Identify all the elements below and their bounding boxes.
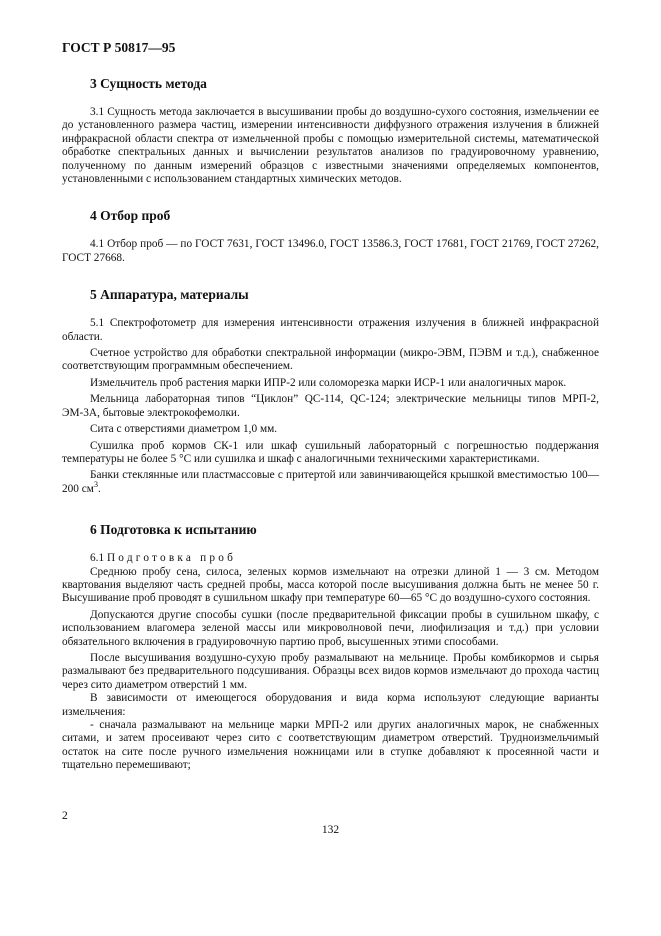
document-page — [62, 40, 599, 795]
section-6-paragraph-5: - сначала размалывают на мельнице марки МРП-2 или других аналогичных марок, не снабженных ситами, и затем просеивают через сито с соответствующим диаметром отверстий. Трудноизмельчимый остаток на сите после ручного измельчения ножницами или в ступке добавляют к просеянной части и тщательно перемешивают; — [62, 719, 599, 772]
section-5-paragraph-3: Измельчитель проб растения марки ИПР-2 или соломорезка марки ИСР-1 или аналогичных марок. — [90, 376, 567, 389]
section-5-paragraph-4: Мельница лабораторная типов “Циклон” QC-114, QC-124; электрические мельницы типов МРП-2, ЭМ-3А, бытовые электрокофемолки. — [62, 393, 599, 419]
subsection-6-1-number: 6.1 — [90, 552, 105, 565]
section-6-paragraph-1: Среднюю пробу сена, силоса, зеленых кормов измельчают на отрезки длиной 1 — 3 см. Методом квартования выделяют часть средней пробы, масса которой после высушивания должна быть не менее 50 г. Высушивание проб проводят в сушильном шкафу при температуре 60—65 °С до воздушно-сухого состояния. — [62, 565, 599, 605]
document-header: ГОСТ Р 50817—95 — [62, 40, 176, 55]
section-3-paragraph-1: 3.1 Сущность метода заключается в высушивании пробы до воздушно-сухого состояния, измельчении ее до установленного размера частиц, измерении интенсивности диффузного отражения излучения в ближней инфракрасной области спектра от измельченной пробы с помощью измерительной системы, математической обработке спектральных данных и вычислении результатов анализов по градуировочному уравнению, полученному по данным измерений образцов с известными значениями определяемых компонентов, установленными с использованием стандартных химических методов. — [62, 106, 599, 186]
section-3-title: 3 Сущность метода — [90, 76, 207, 91]
page-number-center: 132 — [321, 824, 340, 836]
section-4-title: 4 Отбор проб — [90, 208, 171, 224]
section-6-title: 6 Подготовка к испытанию — [90, 522, 257, 538]
section-6-paragraph-4: В зависимости от имеющегося оборудования и вида корма используют следующие варианты измельчения: — [62, 692, 599, 718]
section-5-paragraph-2: Счетное устройство для обработки спектральной информации (микро-ЭВМ, ПЭВМ и т.д.), снабженное соответствующим программным обеспечением. — [62, 347, 599, 373]
section-6-paragraph-2: Допускаются другие способы сушки (после предварительной фиксации пробы в сушильном шкафу, с использованием влагомера зеленой массы или микроволновой печи, лиофилизация и т.д.) при условии обязательного включения в градуировочную партию проб, высушенных этими способами. — [62, 608, 599, 648]
section-6 — [62, 522, 599, 773]
section-5 — [62, 287, 599, 496]
cubic-superscript: 3 — [93, 479, 98, 489]
section-3 — [62, 76, 599, 186]
section-5-paragraph-5: Сита с отверстиями диаметром 1,0 мм. — [90, 423, 278, 436]
section-5-paragraph-7-end: . — [97, 482, 101, 495]
section-4-paragraph-1: 4.1 Отбор проб — по ГОСТ 7631, ГОСТ 13496.0, ГОСТ 13586.3, ГОСТ 17681, ГОСТ 21769, ГОСТ 27262, ГОСТ 27668. — [62, 238, 599, 264]
page-number-left: 2 — [62, 810, 68, 822]
section-5-paragraph-1: 5.1 Спектрофотометр для измерения интенсивности отражения излучения в ближней инфракрасной области. — [62, 317, 599, 343]
subsection-6-1-title: Подготовка проб — [106, 552, 237, 565]
section-5-paragraph-7 — [62, 469, 599, 496]
section-6-paragraph-3: После высушивания воздушно-сухую пробу размалывают на мельнице. Пробы комбикормов и сырья размалывают без предварительного подсушивания. Образцы всех видов кормов измельчают до прохода частиц через сито диаметром отверстий 1 мм. — [62, 651, 599, 691]
section-5-title: 5 Аппаратура, материалы — [90, 287, 249, 303]
subsection-6-1-heading — [62, 552, 599, 565]
section-5-paragraph-6: Сушилка проб кормов СК-1 или шкаф сушильный лабораторный с погрешностью поддержания температуры не более 5 °С или сушилка и шкаф с аналогичными техническими характеристиками. — [62, 439, 599, 465]
section-5-paragraph-7-text: Банки стеклянные или пластмассовые с притертой или завинчивающейся крышкой вместимостью 100—200 см — [62, 469, 599, 495]
section-4 — [62, 208, 599, 265]
